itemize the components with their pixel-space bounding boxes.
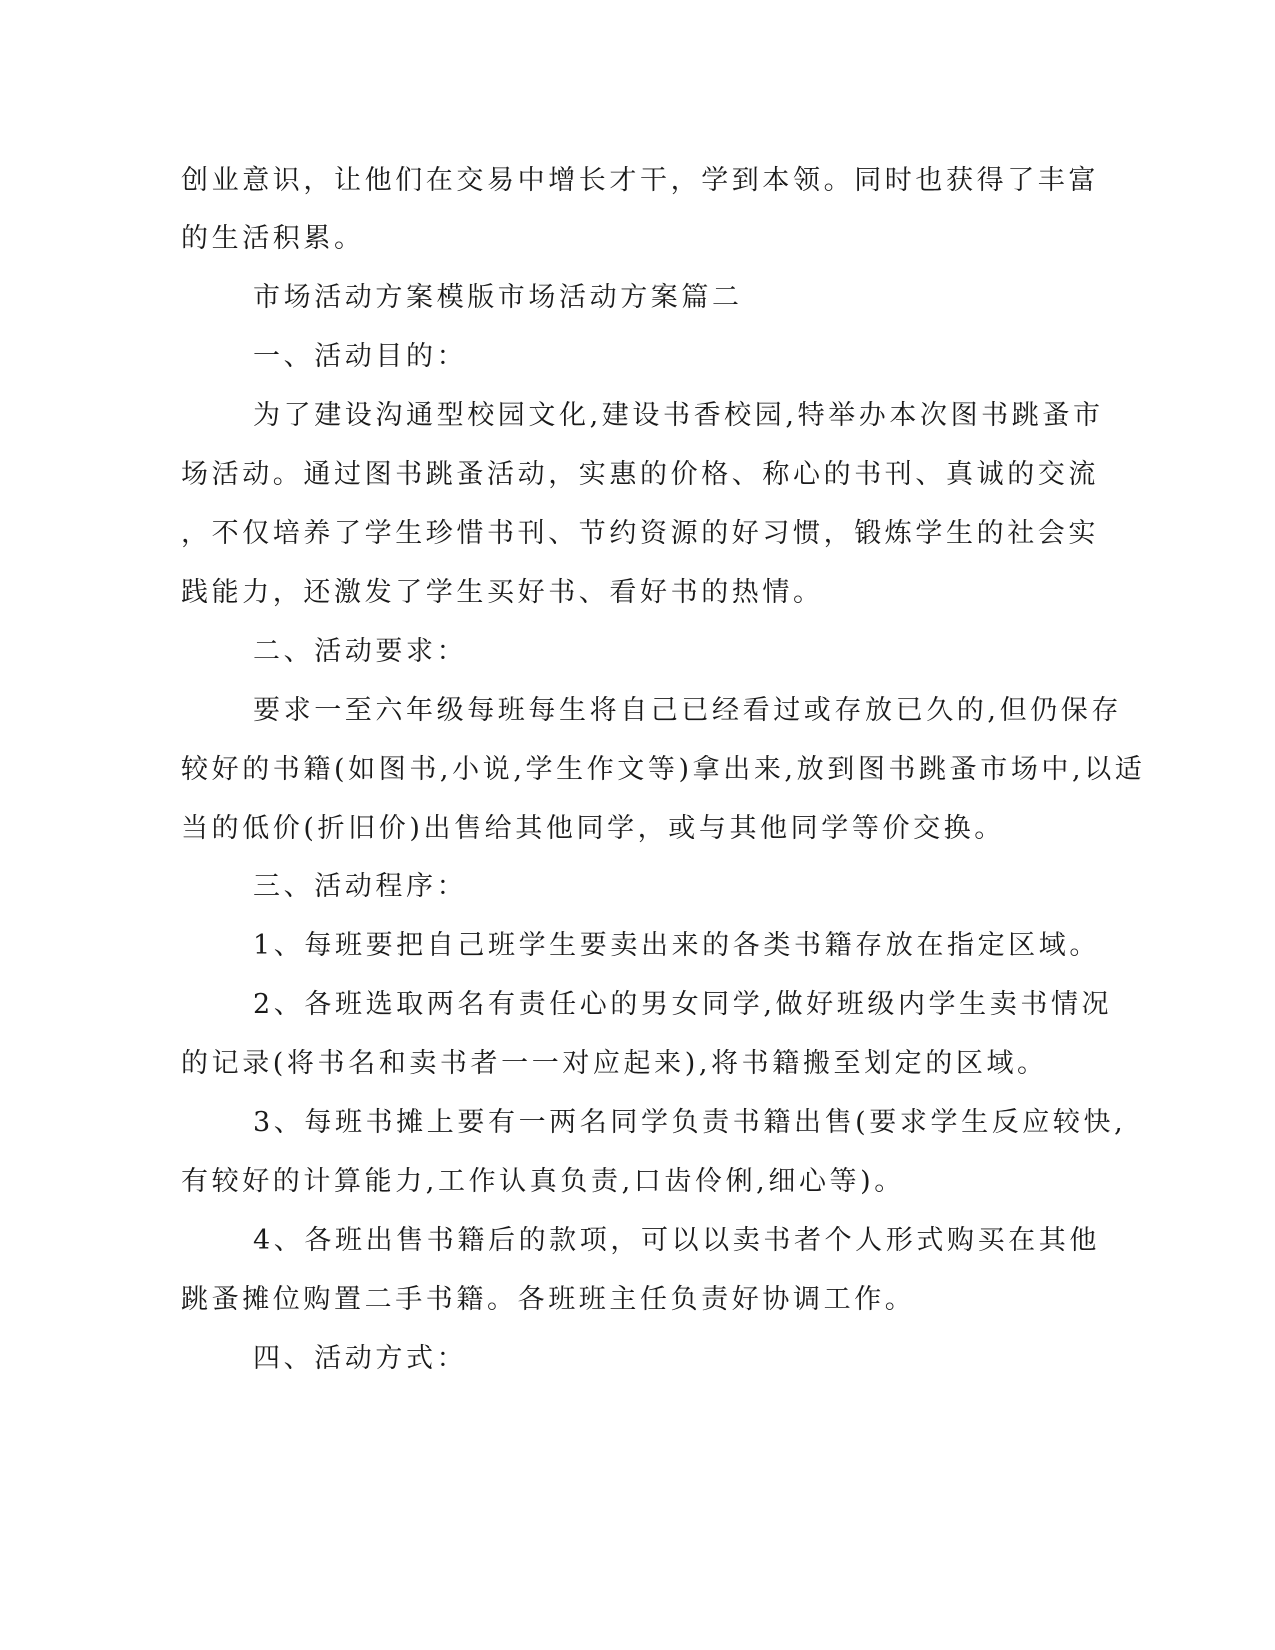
section-title: 市场活动方案模版市场活动方案篇二	[253, 282, 743, 313]
section-heading: 二、活动要求：	[253, 636, 468, 667]
text-line: 3、每班书摊上要有一两名同学负责书籍出售(要求学生反应较快,	[253, 1107, 1127, 1138]
text-line: 当的低价(折旧价)出售给其他同学，或与其他同学等价交换。	[181, 813, 1005, 844]
section-heading: 三、活动程序：	[253, 871, 468, 902]
text-line: ，不仅培养了学生珍惜书刊、节约资源的好习惯，锻炼学生的社会实	[181, 518, 1099, 549]
text-line: 的记录(将书名和卖书者一一对应起来),将书籍搬至划定的区域。	[181, 1048, 1048, 1079]
text-line: 4、各班出售书籍后的款项，可以以卖书者个人形式购买在其他	[253, 1225, 1100, 1256]
text-line: 1、每班要把自己班学生要卖出来的各类书籍存放在指定区域。	[253, 930, 1100, 961]
text-line: 践能力，还激发了学生买好书、看好书的热情。	[181, 577, 824, 608]
section-heading: 四、活动方式：	[253, 1343, 468, 1374]
section-heading: 一、活动目的：	[253, 341, 468, 372]
text-line: 的生活积累。	[181, 223, 365, 254]
text-line: 跳蚤摊位购置二手书籍。各班班主任负责好协调工作。	[181, 1284, 916, 1315]
text-line: 要求一至六年级每班每生将自己已经看过或存放已久的,但仍保存	[253, 695, 1122, 726]
text-line: 为了建设沟通型校园文化,建设书香校园,特举办本次图书跳蚤市	[253, 400, 1104, 431]
text-line: 有较好的计算能力,工作认真负责,口齿伶俐,细心等)。	[181, 1166, 905, 1197]
text-line: 场活动。通过图书跳蚤活动，实惠的价格、称心的书刊、真诚的交流	[181, 459, 1099, 490]
text-line: 创业意识，让他们在交易中增长才干，学到本领。同时也获得了丰富	[181, 165, 1099, 196]
text-line: 2、各班选取两名有责任心的男女同学,做好班级内学生卖书情况	[253, 989, 1113, 1020]
text-line: 较好的书籍(如图书,小说,学生作文等)拿出来,放到图书跳蚤市场中,以适	[181, 754, 1146, 785]
